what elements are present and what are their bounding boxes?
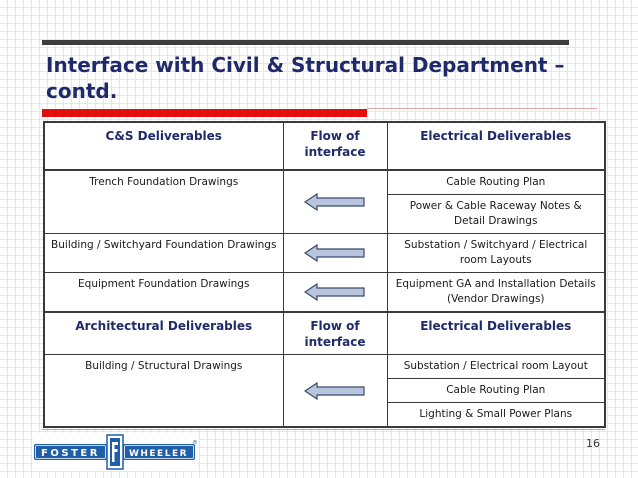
flow-cell xyxy=(283,234,387,273)
left-arrow-icon xyxy=(304,382,366,400)
cs-deliverable-cell: Building / Switchyard Foundation Drawings xyxy=(44,234,283,273)
electrical-deliverable-cell: Substation / Electrical room Layout xyxy=(387,355,605,379)
table-row xyxy=(44,234,605,273)
title-accent-line xyxy=(367,108,597,109)
electrical-deliverable-cell: Cable Routing Plan xyxy=(387,379,605,403)
slide-title: Interface with Civil & Structural Department – contd. xyxy=(46,53,565,103)
header-cs-deliverables: C&S Deliverables xyxy=(44,122,283,170)
electrical-deliverable-cell: Lighting & Small Power Plans xyxy=(387,403,605,428)
left-arrow-icon xyxy=(304,283,366,301)
table-row xyxy=(44,170,605,195)
header-architectural-deliverables: Architectural Deliverables xyxy=(44,312,283,355)
table-header-row xyxy=(44,122,605,170)
table-row xyxy=(44,273,605,313)
top-divider-bar xyxy=(42,40,569,45)
foster-wheeler-logo xyxy=(32,433,198,471)
header-flow-of-interface: Flow of interface xyxy=(283,312,387,355)
footer-divider xyxy=(42,429,605,430)
electrical-deliverable-cell: Substation / Switchyard / Electrical room Layouts xyxy=(387,234,605,273)
electrical-deliverable-cell: Cable Routing Plan xyxy=(387,170,605,195)
header-electrical-deliverables: Electrical Deliverables xyxy=(387,312,605,355)
interface-table xyxy=(43,121,606,428)
title-accent-bar xyxy=(42,109,367,117)
architectural-deliverable-cell: Building / Structural Drawings xyxy=(44,355,283,428)
flow-cell xyxy=(283,170,387,234)
left-arrow-icon xyxy=(304,193,366,211)
flow-cell xyxy=(283,355,387,428)
electrical-deliverable-cell: Power & Cable Raceway Notes & Detail Drawings xyxy=(387,195,605,234)
flow-cell xyxy=(283,273,387,313)
left-arrow-icon xyxy=(304,244,366,262)
header-electrical-deliverables: Electrical Deliverables xyxy=(387,122,605,170)
logo-text-left: FOSTER xyxy=(41,448,100,459)
table-header-row xyxy=(44,312,605,355)
table-row xyxy=(44,355,605,379)
cs-deliverable-cell: Trench Foundation Drawings xyxy=(44,170,283,234)
logo-text-right: WHEELER xyxy=(128,449,189,459)
electrical-deliverable-cell: Equipment GA and Installation Details (Vendor Drawings) xyxy=(387,273,605,313)
logo-registered-mark: ® xyxy=(192,440,198,446)
page-number: 16 xyxy=(586,437,600,450)
header-flow-of-interface: Flow of interface xyxy=(283,122,387,170)
cs-deliverable-cell: Equipment Foundation Drawings xyxy=(44,273,283,313)
